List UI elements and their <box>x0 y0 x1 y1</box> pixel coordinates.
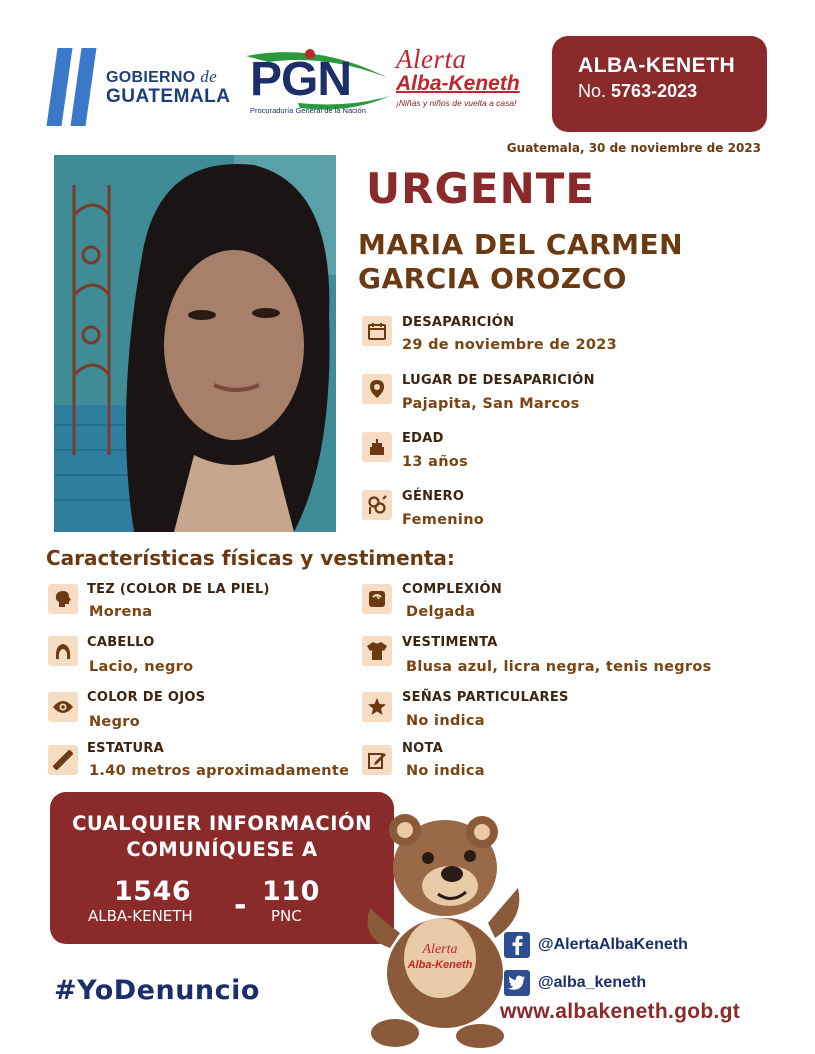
name-line1: MARIA DEL CARMEN <box>358 228 684 261</box>
alerta-tagline: ¡Niñas y niños de vuelta a casa! <box>396 98 517 108</box>
contact-info-box <box>50 792 394 944</box>
char-value-note: No indica <box>406 763 485 779</box>
bear-badge-line2: Alba-Keneth <box>407 959 473 971</box>
cake-icon <box>362 432 392 462</box>
char-label-height: ESTATURA <box>87 741 165 756</box>
case-number-line <box>578 81 767 102</box>
ruler-icon <box>48 745 78 775</box>
calendar-icon <box>362 316 392 346</box>
char-label-marks: SEÑAS PARTICULARES <box>402 690 569 705</box>
bear-mascot-icon <box>360 808 520 1048</box>
info-label-gender: GÉNERO <box>402 489 465 504</box>
star-icon <box>362 692 392 722</box>
pgn-letters: PGN <box>250 53 352 106</box>
facebook-icon[interactable] <box>504 932 530 958</box>
contact-line2: COMUNÍQUESE A <box>126 838 318 861</box>
char-value-hair: Lacio, negro <box>89 659 194 675</box>
phone-separator: - <box>234 888 247 923</box>
case-title: ALBA-KENETH <box>578 54 736 77</box>
scale-icon <box>362 584 392 614</box>
location-pin-icon <box>362 374 392 404</box>
char-label-eyes: COLOR DE OJOS <box>87 690 206 705</box>
char-value-build: Delgada <box>406 604 476 620</box>
case-prefix: No. <box>578 81 607 101</box>
twitter-handle[interactable]: @alba_keneth <box>538 974 647 991</box>
info-value-age: 13 años <box>402 454 469 470</box>
char-value-eyes: Negro <box>89 714 140 730</box>
gobierno-de: de <box>200 67 217 86</box>
char-value-skin: Morena <box>89 604 153 620</box>
gobierno-line1: GOBIERNO <box>106 69 196 86</box>
gobierno-logo-bars <box>52 48 98 126</box>
case-number-box <box>552 36 767 132</box>
characteristics-title: Características físicas y vestimenta: <box>46 546 455 570</box>
info-value-location: Pajapita, San Marcos <box>402 396 580 412</box>
info-value-disappearance: 29 de noviembre de 2023 <box>402 337 618 353</box>
eye-icon <box>48 692 78 722</box>
char-value-clothing: Blusa azul, licra negra, tenis negros <box>406 659 712 675</box>
info-value-gender: Femenino <box>402 512 485 528</box>
website-link[interactable]: www.albakeneth.gob.gt <box>500 1000 741 1023</box>
shirt-icon <box>362 636 392 666</box>
contact-line1: CUALQUIER INFORMACIÓN <box>72 812 372 835</box>
char-label-build: COMPLEXIÓN <box>402 582 503 597</box>
alerta-line1: Alerta <box>396 44 467 74</box>
info-label-age: EDAD <box>402 431 444 446</box>
phone-label-pnc: PNC <box>271 907 302 925</box>
alerta-line2: Alba-Keneth <box>396 72 520 95</box>
char-label-hair: CABELLO <box>87 635 155 650</box>
name-line2: GARCIA OROZCO <box>358 262 627 295</box>
alerta-alba-keneth-logo <box>396 46 536 108</box>
char-value-height: 1.40 metros aproximadamente <box>89 763 350 779</box>
hair-icon <box>48 636 78 666</box>
gender-icon <box>362 490 392 520</box>
urgent-label: URGENTE <box>366 164 596 213</box>
gobierno-line2: GUATEMALA <box>106 86 231 107</box>
publication-date: Guatemala, 30 de noviembre de 2023 <box>506 141 761 155</box>
note-pencil-icon <box>362 745 392 775</box>
missing-person-name <box>358 228 683 296</box>
char-label-clothing: VESTIMENTA <box>402 635 498 650</box>
char-label-skin: TEZ (COLOR DE LA PIEL) <box>87 582 270 597</box>
missing-person-photo <box>54 155 336 532</box>
phone-pnc[interactable]: 110 <box>262 876 320 907</box>
char-label-note: NOTA <box>402 741 444 756</box>
gobierno-logo-text <box>106 68 230 106</box>
phone-label-alba-keneth: ALBA-KENETH <box>88 907 193 925</box>
bear-badge-line1: Alerta <box>422 942 458 957</box>
hashtag: #YoDenuncio <box>54 975 260 1006</box>
char-value-marks: No indica <box>406 713 485 729</box>
facebook-handle[interactable]: @AlertaAlbaKeneth <box>538 936 688 953</box>
case-number: 5763-2023 <box>611 81 698 101</box>
info-label-location: LUGAR DE DESAPARICIÓN <box>402 373 595 388</box>
info-label-disappearance: DESAPARICIÓN <box>402 315 515 330</box>
phone-alba-keneth[interactable]: 1546 <box>114 876 192 907</box>
head-profile-icon <box>48 584 78 614</box>
pgn-subtitle: Procuraduría General de la Nación <box>250 106 366 115</box>
twitter-icon[interactable] <box>504 970 530 996</box>
